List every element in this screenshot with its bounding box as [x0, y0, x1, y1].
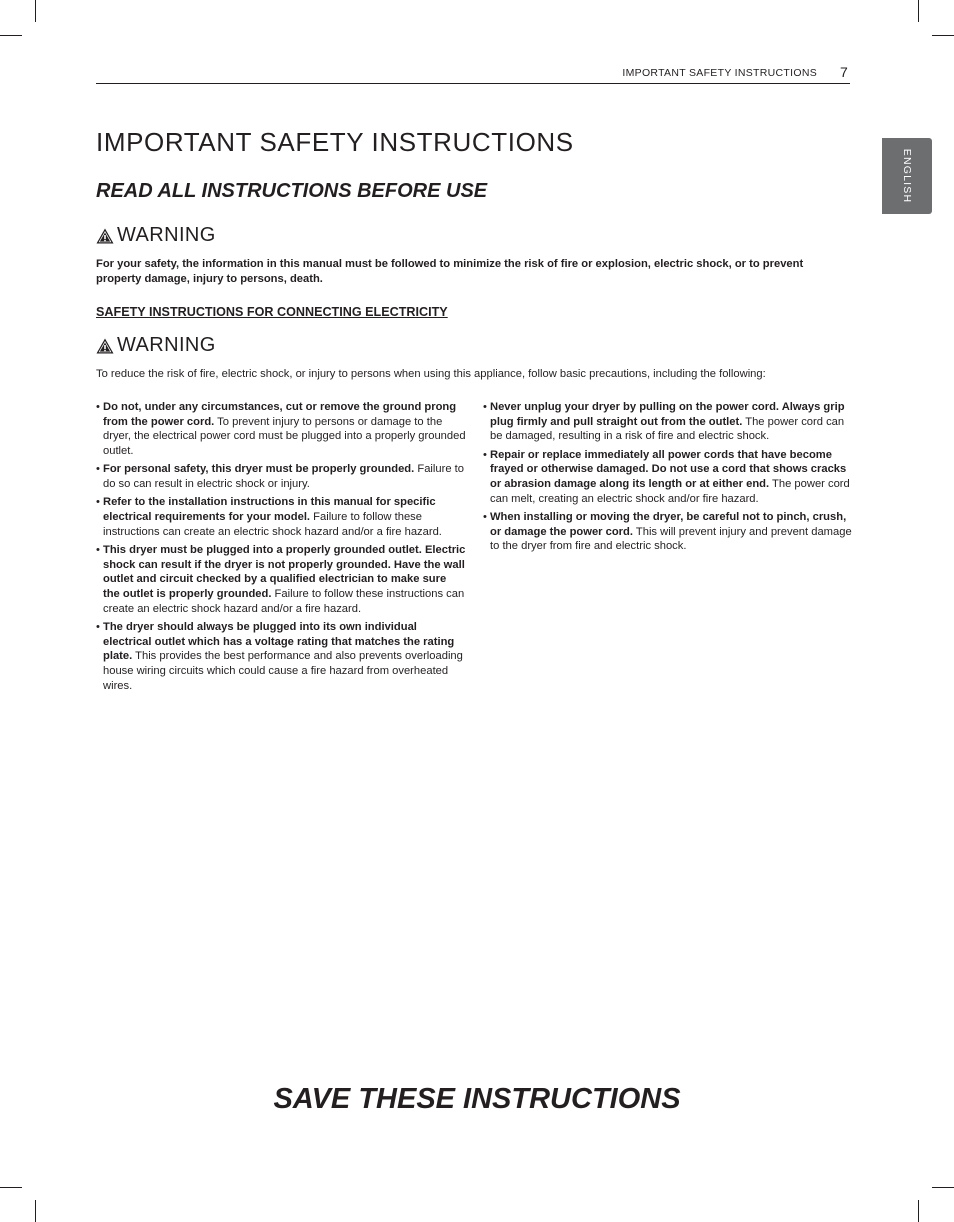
header-rule — [96, 83, 850, 84]
item-bold: Refer to the installation instructions in this manual for specific electrical requirements for your model. — [103, 496, 436, 523]
item-text: The power cord can be damaged, resulting in a risk of fire and electric shock. — [490, 415, 845, 443]
item-text: Failure to follow these instructions can create an electric shock hazard and/or a fire hazard. — [103, 510, 442, 538]
item-text: To prevent injury to persons or damage to the dryer, the electrical power cord must be plugged into a properly grounded outlet. — [103, 415, 466, 458]
crop-mark — [932, 35, 954, 36]
item-bold: For personal safety, this dryer must be properly grounded. — [103, 463, 415, 476]
crop-mark — [35, 1200, 36, 1222]
crop-mark — [918, 1200, 919, 1222]
right-column — [483, 400, 853, 558]
page-number: 7 — [840, 64, 848, 80]
warning-triangle-icon — [96, 338, 114, 354]
save-instructions-footer: SAVE THESE INSTRUCTIONS — [273, 1083, 681, 1115]
warning-heading-2 — [96, 334, 216, 357]
list-item — [483, 510, 853, 554]
list-item — [483, 448, 853, 507]
list-item — [483, 400, 853, 444]
warning-label-2: WARNING — [117, 334, 216, 356]
page-subtitle: READ ALL INSTRUCTIONS BEFORE USE — [96, 180, 488, 202]
warning-label: WARNING — [117, 224, 216, 246]
item-text: This will prevent injury and prevent damage to the dryer from fire and electric shock. — [490, 525, 852, 553]
page-title: IMPORTANT SAFETY INSTRUCTIONS — [96, 127, 574, 157]
list-item — [96, 462, 466, 491]
list-item — [96, 400, 466, 459]
warning-triangle-icon — [96, 228, 114, 244]
warning-heading — [96, 224, 216, 247]
crop-mark — [0, 35, 22, 36]
section-heading: SAFETY INSTRUCTIONS FOR CONNECTING ELECTRICITY — [96, 305, 448, 319]
item-bold: This dryer must be plugged into a properly grounded outlet. Electric shock can result if the dryer is not properly grounded. Have the wall outlet and circuit checked by a qualified electrician to make sure the outlet is properly grounded. — [103, 543, 466, 600]
item-bold: Never unplug your dryer by pulling on the power cord. Always grip plug firmly and pull straight out from the outlet. — [490, 401, 845, 428]
warning-text: For your safety, the information in this manual must be followed to minimize the risk of fire or explosion, electric shock, or to prevent property damage, injury to persons, death. — [96, 258, 804, 285]
item-text: Failure to do so can result in electric shock or injury. — [103, 463, 464, 491]
language-tab-label: ENGLISH — [901, 148, 913, 204]
crop-mark — [932, 1187, 954, 1188]
intro-text: To reduce the risk of fire, electric shock, or injury to persons when using this appliance, follow basic precautions, including the following: — [96, 368, 766, 380]
item-text: Failure to follow these instructions can create an electric shock hazard and/or a fire hazard. — [103, 587, 465, 615]
list-item — [96, 620, 466, 694]
item-bold: Do not, under any circumstances, cut or remove the ground prong from the power cord. — [103, 401, 457, 428]
running-head: IMPORTANT SAFETY INSTRUCTIONS — [622, 67, 817, 79]
language-tab — [882, 138, 932, 214]
item-bold: When installing or moving the dryer, be careful not to pinch, crush, or damage the power cord. — [490, 510, 847, 538]
item-bold: Repair or replace immediately all power cords that have become frayed or otherwise damaged. Do not use a cord that shows cracks or abrasion damage along its length or at either end. — [490, 448, 847, 491]
crop-mark — [918, 0, 919, 22]
item-text: The power cord can melt, creating an electric shock and/or fire hazard. — [490, 478, 850, 505]
item-bold: The dryer should always be plugged into its own individual electrical outlet which has a voltage rating that matches the rating plate. — [103, 620, 455, 663]
left-column — [96, 400, 466, 697]
crop-mark — [35, 0, 36, 22]
item-text: This provides the best performance and also prevents overloading house wiring circuits which could cause a fire hazard from overheated wires. — [103, 650, 463, 692]
list-item — [96, 495, 466, 539]
crop-mark — [0, 1187, 22, 1188]
list-item — [96, 543, 466, 617]
